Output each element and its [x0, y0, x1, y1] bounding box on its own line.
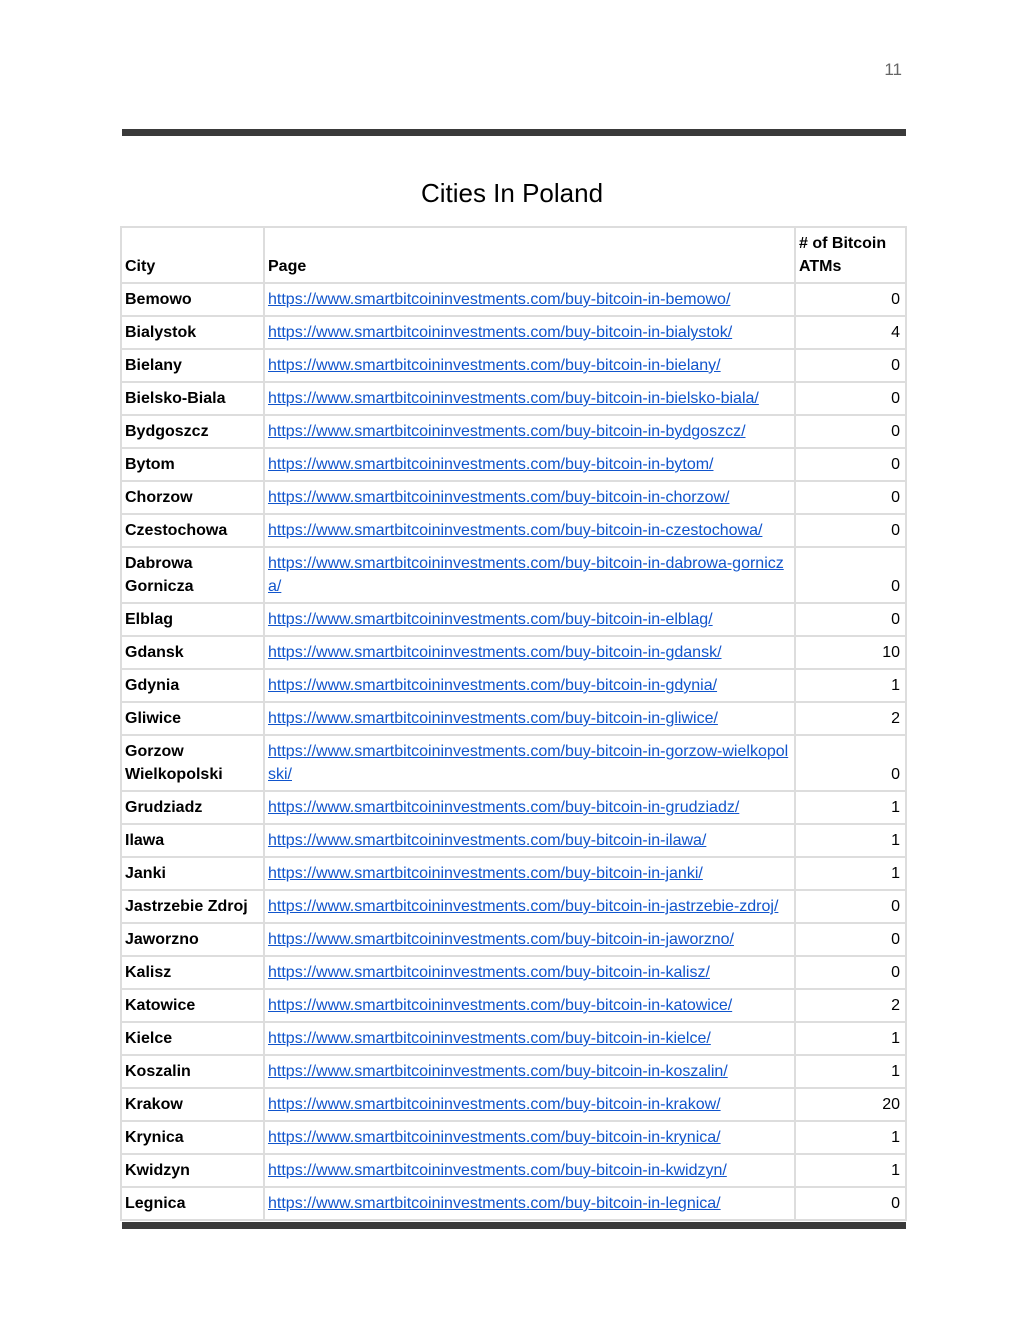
city-page-link[interactable]: https://www.smartbitcoininvestments.com/buy-bitcoin-in-kalisz/ [268, 964, 710, 981]
city-name: Krynica [121, 1121, 264, 1154]
cities-table [120, 226, 907, 1221]
page-cell [264, 636, 795, 669]
table-row [121, 890, 906, 923]
atm-count: 20 [795, 1088, 906, 1121]
header-atm-count: # of Bitcoin ATMs [795, 227, 906, 283]
atm-count: 0 [795, 735, 906, 791]
page-cell [264, 448, 795, 481]
atm-count: 0 [795, 923, 906, 956]
table-header-row [121, 227, 906, 283]
page-cell [264, 669, 795, 702]
city-name: Bialystok [121, 316, 264, 349]
table-row [121, 956, 906, 989]
page-cell [264, 890, 795, 923]
city-page-link[interactable]: https://www.smartbitcoininvestments.com/buy-bitcoin-in-koszalin/ [268, 1063, 728, 1080]
page-cell [264, 514, 795, 547]
table-row [121, 1121, 906, 1154]
header-city: City [121, 227, 264, 283]
table-row [121, 1154, 906, 1187]
page-cell [264, 989, 795, 1022]
city-name: Gdynia [121, 669, 264, 702]
city-name: Bielsko-Biala [121, 382, 264, 415]
page-cell [264, 1154, 795, 1187]
page-cell [264, 956, 795, 989]
top-divider [122, 129, 906, 136]
table-row [121, 349, 906, 382]
city-page-link[interactable]: https://www.smartbitcoininvestments.com/buy-bitcoin-in-krakow/ [268, 1096, 721, 1113]
page-cell [264, 415, 795, 448]
page-cell [264, 283, 795, 316]
city-page-link[interactable]: https://www.smartbitcoininvestments.com/buy-bitcoin-in-ilawa/ [268, 832, 707, 849]
city-page-link[interactable]: https://www.smartbitcoininvestments.com/buy-bitcoin-in-bielsko-biala/ [268, 390, 759, 407]
page-cell [264, 1187, 795, 1220]
city-page-link[interactable]: https://www.smartbitcoininvestments.com/buy-bitcoin-in-gdynia/ [268, 677, 718, 694]
page-cell [264, 316, 795, 349]
atm-count: 4 [795, 316, 906, 349]
city-page-link[interactable]: https://www.smartbitcoininvestments.com/buy-bitcoin-in-czestochowa/ [268, 522, 763, 539]
atm-count: 0 [795, 603, 906, 636]
atm-count: 1 [795, 669, 906, 702]
city-page-link[interactable]: https://www.smartbitcoininvestments.com/buy-bitcoin-in-bemowo/ [268, 291, 731, 308]
city-page-link[interactable]: https://www.smartbitcoininvestments.com/buy-bitcoin-in-gorzow-wielkopolski/ [268, 743, 789, 783]
page-cell [264, 382, 795, 415]
table-row [121, 283, 906, 316]
table-row [121, 382, 906, 415]
city-page-link[interactable]: https://www.smartbitcoininvestments.com/buy-bitcoin-in-dabrowa-gornicza/ [268, 555, 784, 595]
city-name: Grudziadz [121, 791, 264, 824]
city-name: Koszalin [121, 1055, 264, 1088]
table-row [121, 1187, 906, 1220]
city-page-link[interactable]: https://www.smartbitcoininvestments.com/buy-bitcoin-in-jaworzno/ [268, 931, 734, 948]
table-row [121, 481, 906, 514]
atm-count: 0 [795, 283, 906, 316]
atm-count: 0 [795, 1187, 906, 1220]
page-cell [264, 791, 795, 824]
page-cell [264, 349, 795, 382]
city-page-link[interactable]: https://www.smartbitcoininvestments.com/buy-bitcoin-in-janki/ [268, 865, 703, 882]
page-number: 11 [884, 60, 902, 79]
city-name: Bytom [121, 448, 264, 481]
city-name: Bydgoszcz [121, 415, 264, 448]
page-cell [264, 857, 795, 890]
page-cell [264, 923, 795, 956]
page-cell [264, 481, 795, 514]
table-row [121, 636, 906, 669]
atm-count: 1 [795, 824, 906, 857]
atm-count: 0 [795, 415, 906, 448]
table-row [121, 791, 906, 824]
page-title: Cities In Poland [420, 178, 604, 208]
city-page-link[interactable]: https://www.smartbitcoininvestments.com/buy-bitcoin-in-grudziadz/ [268, 799, 740, 816]
city-name: Czestochowa [121, 514, 264, 547]
city-name: Elblag [121, 603, 264, 636]
city-name: Kwidzyn [121, 1154, 264, 1187]
city-page-link[interactable]: https://www.smartbitcoininvestments.com/buy-bitcoin-in-krynica/ [268, 1129, 721, 1146]
city-page-link[interactable]: https://www.smartbitcoininvestments.com/buy-bitcoin-in-bielany/ [268, 357, 721, 374]
bottom-divider [122, 1222, 906, 1229]
city-page-link[interactable]: https://www.smartbitcoininvestments.com/buy-bitcoin-in-kwidzyn/ [268, 1162, 727, 1179]
city-page-link[interactable]: https://www.smartbitcoininvestments.com/buy-bitcoin-in-katowice/ [268, 997, 733, 1014]
city-page-link[interactable]: https://www.smartbitcoininvestments.com/buy-bitcoin-in-jastrzebie-zdroj/ [268, 898, 779, 915]
city-page-link[interactable]: https://www.smartbitcoininvestments.com/buy-bitcoin-in-kielce/ [268, 1030, 711, 1047]
city-page-link[interactable]: https://www.smartbitcoininvestments.com/buy-bitcoin-in-chorzow/ [268, 489, 730, 506]
city-name: Krakow [121, 1088, 264, 1121]
city-name: Kalisz [121, 956, 264, 989]
table-row [121, 316, 906, 349]
city-page-link[interactable]: https://www.smartbitcoininvestments.com/buy-bitcoin-in-gliwice/ [268, 710, 718, 727]
atm-count: 1 [795, 1022, 906, 1055]
city-name: Katowice [121, 989, 264, 1022]
page-cell [264, 1022, 795, 1055]
atm-count: 1 [795, 1121, 906, 1154]
city-page-link[interactable]: https://www.smartbitcoininvestments.com/buy-bitcoin-in-legnica/ [268, 1195, 721, 1212]
city-name: Chorzow [121, 481, 264, 514]
table-row [121, 1055, 906, 1088]
city-page-link[interactable]: https://www.smartbitcoininvestments.com/buy-bitcoin-in-elblag/ [268, 611, 713, 628]
city-name: Gorzow Wielkopolski [121, 735, 264, 791]
table-row [121, 547, 906, 603]
table-row [121, 735, 906, 791]
table-row [121, 857, 906, 890]
atm-count: 0 [795, 514, 906, 547]
city-page-link[interactable]: https://www.smartbitcoininvestments.com/buy-bitcoin-in-bydgoszcz/ [268, 423, 746, 440]
table-body [121, 283, 906, 1220]
table-row [121, 1088, 906, 1121]
atm-count: 0 [795, 956, 906, 989]
page-cell [264, 702, 795, 735]
page-cell [264, 735, 795, 791]
table-row [121, 448, 906, 481]
atm-count: 0 [795, 349, 906, 382]
page-cell [264, 824, 795, 857]
city-name: Jaworzno [121, 923, 264, 956]
page-cell [264, 1055, 795, 1088]
city-name: Ilawa [121, 824, 264, 857]
page-cell [264, 1121, 795, 1154]
table-row [121, 824, 906, 857]
city-name: Bemowo [121, 283, 264, 316]
table-row [121, 669, 906, 702]
city-page-link[interactable]: https://www.smartbitcoininvestments.com/buy-bitcoin-in-bytom/ [268, 456, 714, 473]
atm-count: 0 [795, 481, 906, 514]
header-page: Page [264, 227, 795, 283]
atm-count: 1 [795, 1055, 906, 1088]
city-name: Dabrowa Gornicza [121, 547, 264, 603]
atm-count: 2 [795, 989, 906, 1022]
city-name: Gliwice [121, 702, 264, 735]
city-name: Bielany [121, 349, 264, 382]
page-cell [264, 603, 795, 636]
atm-count: 0 [795, 448, 906, 481]
city-name: Legnica [121, 1187, 264, 1220]
table-row [121, 989, 906, 1022]
table-row [121, 603, 906, 636]
atm-count: 0 [795, 547, 906, 603]
atm-count: 2 [795, 702, 906, 735]
city-page-link[interactable]: https://www.smartbitcoininvestments.com/buy-bitcoin-in-bialystok/ [268, 324, 733, 341]
city-name: Gdansk [121, 636, 264, 669]
city-name: Janki [121, 857, 264, 890]
table-row [121, 1022, 906, 1055]
atm-count: 0 [795, 890, 906, 923]
city-name: Jastrzebie Zdroj [121, 890, 264, 923]
city-page-link[interactable]: https://www.smartbitcoininvestments.com/buy-bitcoin-in-gdansk/ [268, 644, 722, 661]
table-row [121, 702, 906, 735]
atm-count: 1 [795, 857, 906, 890]
atm-count: 10 [795, 636, 906, 669]
table-row [121, 923, 906, 956]
atm-count: 0 [795, 382, 906, 415]
table-row [121, 415, 906, 448]
atm-count: 1 [795, 791, 906, 824]
page-cell [264, 547, 795, 603]
atm-count: 1 [795, 1154, 906, 1187]
page-cell [264, 1088, 795, 1121]
city-name: Kielce [121, 1022, 264, 1055]
table-row [121, 514, 906, 547]
